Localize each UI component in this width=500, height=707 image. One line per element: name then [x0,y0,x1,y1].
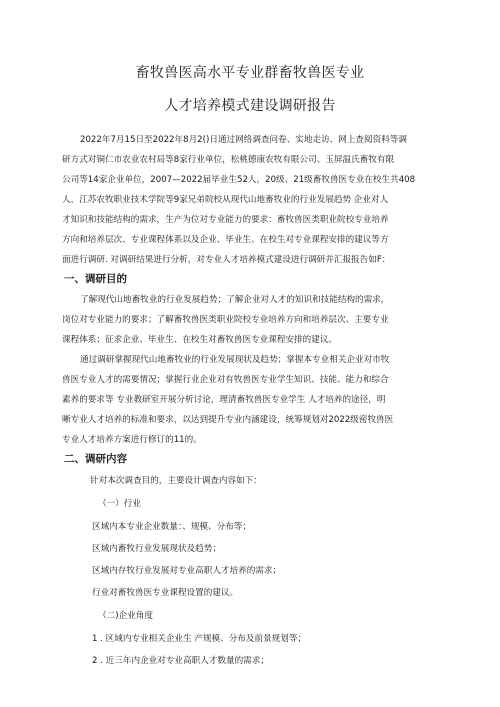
purpose-paragraph-2 [62,350,434,450]
section-heading-content: 二、调研内容 [64,453,127,465]
report-title-line1: 畜牧兽医高水平专业群畜牧兽医专业 [135,65,365,81]
text-line: 课程体系；征求企业、毕业生、在校生对畜牧兽医专业课程安排的建议。 [62,335,338,345]
text-line: 专业人才培养方案进行修订的11的。 [62,435,202,445]
list-item: 区域内畜牧行业发展现状及趋势； [92,544,221,554]
list-item: 区域内存牧行业发展对专业高职人才培养的需求； [92,566,282,576]
text-line: 方向和培养层次、专业课程体系以及企业、毕业生、在校生对专业课程安排的建议等方 [62,235,389,245]
text-line: 2022年7月15日至2022年8月2()日通过网络调查问卷、实地走访、网上查阅资料等调 [80,135,408,145]
report-title-line2: 人才培养模式建设调研报告 [164,98,336,114]
text-line: 了解现代山地畜牧业的行业发展趋势；了解企业对人才的知识和技能结构的需求， [80,295,390,305]
subsection-enterprise: （二)企业角度 [98,611,153,621]
purpose-paragraph-1 [62,290,434,350]
subsection-industry: （一）行业 [98,499,141,509]
text-line: 兽医专业人才的需要情况；掌握行业企业对有牧兽医专业学生知识、技能、能力和综合 [62,375,389,385]
text-line: 公司等14家企业单位，2007—2022届毕业生52人，20级、21级畜牧兽医专业在校生共408 [62,175,416,185]
intro-paragraph [62,130,434,270]
section-heading-purpose: 一、调研目的 [64,273,127,285]
list-item: 1 . 区域内专业相关企业生 产规模、分布及前景规划等； [92,634,307,644]
text-line: 人，江苏农牧职业技术学院等9家兄弟院校从现代山地畜牧业的行业发展趋势 企业对人 [62,195,389,205]
content-intro: 针对本次调查目的，主要设计调查内容如下： [90,476,262,486]
text-line: 研方式对铜仁市农业农村局等8家行业单位，松桃德康农牧有限公司、玉屏温氏畜牧有限 [62,155,395,165]
list-item: 2 . 近三年内企业对专业高职人才数量的需求； [92,656,269,666]
text-line: 岗位对专业能力的要求；了解畜牧兽医类职业院校专业培养方向和培养层次、主要专业 [62,315,389,325]
text-line: 晰专业人才培养的标准和要求，以达到提升专业内涵建设，统筹规划对2022级密牧兽医 [62,415,394,425]
text-line: 面进行调研. 对调研结果进行分析，对专业人才培养模式建设进行调研并汇报报告如F： [62,255,391,265]
list-item: 行业对畜牧兽医专业课程设置的建议。 [92,588,239,598]
text-line: 素养的要求等 专业教研室开展分析讨论，理清畜牧兽医专业学生 人才培养的途径，明 [62,395,386,405]
text-line: 通过调研掌握现代山地畜牧业的行业发展现状及趋势；掌握本专业相关企业对市牧 [80,355,390,365]
text-line: 才知识和技能结构的需求，生产为位对专业能力的要求：畜牧兽医类职业院校专业培养 [62,215,389,225]
list-item: 区域内本专业企业数量：、规模、分布等； [92,522,251,532]
